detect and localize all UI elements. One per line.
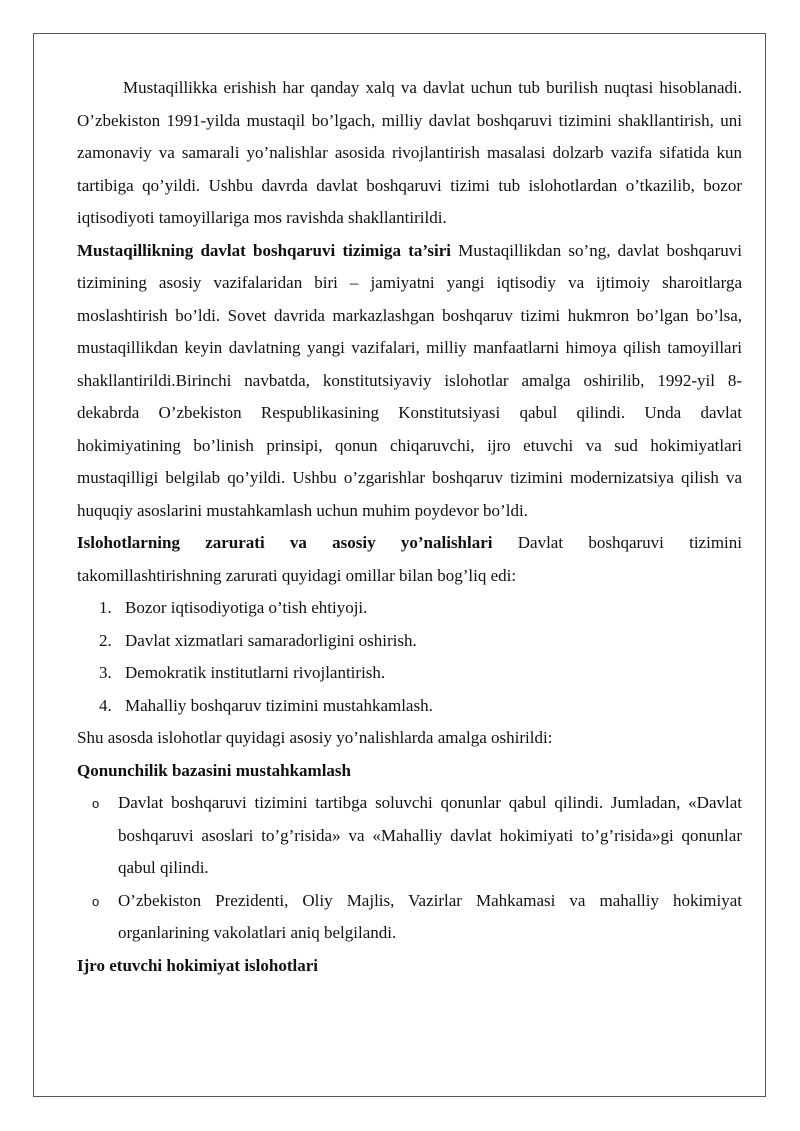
legislation-list: [77, 787, 742, 950]
list-item-text: Demokratik institutlarni rivojlantirish.: [125, 663, 386, 682]
list-number: 3.: [99, 663, 112, 682]
list-number: 2.: [99, 630, 112, 650]
circle-bullet-icon: o: [92, 893, 100, 909]
list-number: 4.: [99, 695, 112, 715]
list-item-text: Davlat xizmatlari samaradorligini oshirish.: [125, 630, 417, 650]
circle-bullet-icon: o: [92, 796, 100, 811]
section-heading-reforms: Islohotlarning zarurati va asosiy yo’nalishlari: [77, 533, 493, 552]
section-text-reforms: Davlat boshqaruvi tizimini takomillashtirishning zarurati quyidagi omillar bilan bog’liq edi:: [77, 533, 743, 585]
list-item: [77, 625, 742, 658]
section-heading-executive: Ijro etuvchi hokimiyat islohotlari: [77, 955, 318, 975]
list-item-text: O’zbekiston Prezidenti, Oliy Majlis, Vazirlar Mahkamasi va mahalliy hokimiyat organlarining vakolatlari aniq belgilandi.: [118, 890, 742, 942]
intro-paragraph: Mustaqillikka erishish har qanday xalq va davlat uchun tub burilish nuqtasi hisoblanadi. O’zbekiston 1991-yilda mustaqil bo’lgach, milliy davlat boshqaruvi tizimini shakllantirish, uni zamonaviy va samarali yo’nalishlar asosida rivojlantirish masalasi dolzarb vazifa sifatida kun tartibiga qo’yildi. Ushbu davrda davlat boshqaruvi tizimi tub islohotlardan o’tkazilib, bozor iqtisodiyoti tamoyillariga mos ravishda shakllantirildi.: [77, 78, 742, 227]
document-body: [77, 72, 742, 982]
list-number: 1.: [99, 598, 112, 617]
list-item: [77, 885, 742, 950]
section-heading-independence: Mustaqillikning davlat boshqaruvi tizimiga ta’siri: [77, 240, 452, 260]
section-heading-legislation: Qonunchilik bazasini mustahkamlash: [77, 760, 351, 780]
reasons-list: [77, 592, 742, 722]
list-item: [77, 690, 742, 723]
section-text-independence: Mustaqillikdan so’ng, davlat boshqaruvi tizimining asosiy vazifalaridan biri – jamiyatni yangi iqtisodiy va ijtimoiy sharoitlarga moslashtirish bo’ldi. Sovet davrida markazlashgan boshqaruv tizimi hukmron bo’lgan bo’lsa, mustaqillikdan keyin davlatning yangi vazifalari, milliy manfaatlarni himoya qilish tamoyillari shakllantirildi.Birinchi navbatda, konstitutsiyaviy islohotlar amalga oshirilib, 1992-yil 8-dekabrda O’zbekiston Respublikasining Konstitutsiyasi qabul qilindi. Unda davlat hokimiyatining bo’linish prinsipi, qonun chiqaruvchi, ijro etuvchi va sud hokimiyatlari mustaqilligi belgilab qo’yildi. Ushbu o’zgarishlar boshqaruv tizimini modernizatsiya qilish va huquqiy asoslarini mustahkamlash uchun muhim poydevor bo’ldi.: [77, 240, 742, 520]
list-item-text: Davlat boshqaruvi tizimini tartibga soluvchi qonunlar qabul qilindi. Jumladan, «Davlat boshqaruvi asoslari to’g’risida» va «Mahalliy davlat hokimiyati to’g’risida»gi qonunlar qabul qilindi.: [118, 793, 742, 877]
section-paragraph-independence: [77, 235, 742, 528]
list-item: [77, 657, 742, 690]
directions-intro: Shu asosda islohotlar quyidagi asosiy yo’nalishlarda amalga oshirildi:: [77, 728, 553, 747]
section-paragraph-reforms: [77, 527, 742, 592]
list-item-text: Mahalliy boshqaruv tizimini mustahkamlash.: [125, 695, 433, 715]
list-item: [77, 592, 742, 625]
list-item-text: Bozor iqtisodiyotiga o’tish ehtiyoji.: [125, 598, 368, 617]
list-item: [77, 787, 742, 885]
